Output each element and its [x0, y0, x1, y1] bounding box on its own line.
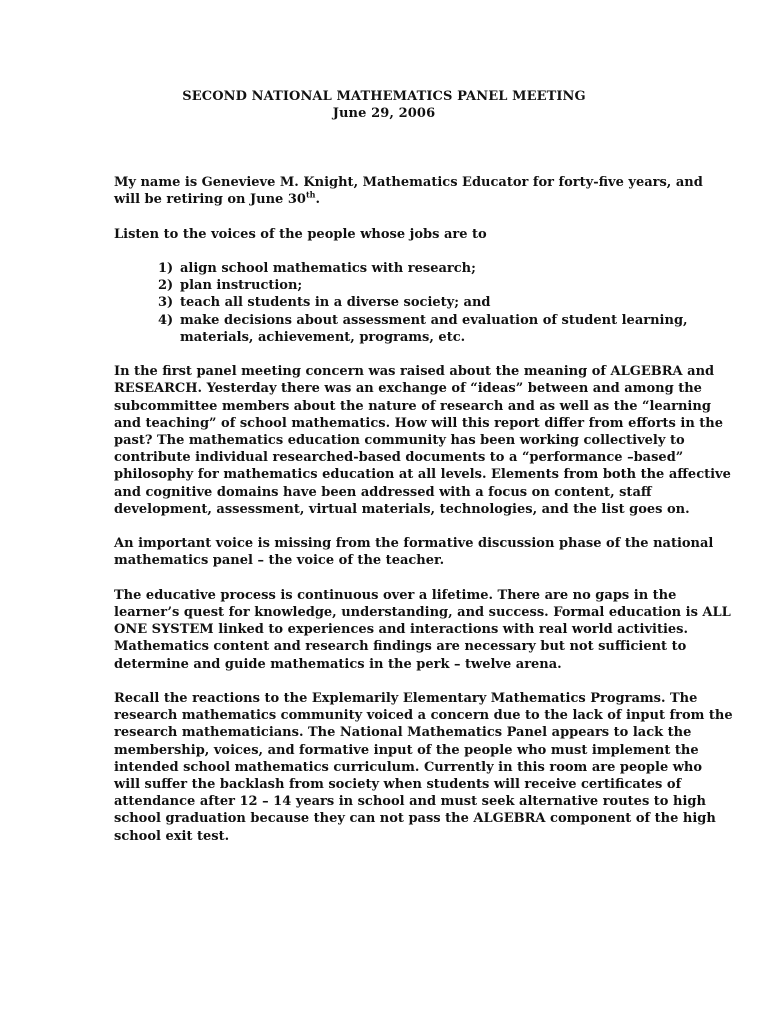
intro-paragraph	[114, 174, 703, 208]
intro-line-2	[114, 191, 670, 208]
listen-line: Listen to the voices of the people whose jobs are to	[114, 226, 487, 242]
document-header	[0, 88, 768, 122]
paragraph-recall-reactions	[114, 690, 733, 845]
intro-line-1: My name is Genevieve M. Knight, Mathematics Educator for forty-five years, and	[114, 175, 703, 190]
list-item	[114, 277, 670, 294]
list-item	[114, 294, 670, 311]
list-item-text: plan instruction;	[180, 278, 303, 294]
paragraph-line: research mathematicians. The National Mathematics Panel appears to lack the	[114, 725, 692, 741]
paragraph-line: Mathematics content and research findings are necessary but not sufficient to	[114, 639, 687, 655]
list-item-number: 1)	[158, 260, 174, 276]
paragraph-line: The educative process is continuous over a lifetime. There are no gaps in the	[114, 587, 677, 603]
paragraph-line: membership, voices, and formative input of the people who must implement the	[114, 742, 699, 758]
paragraph-line: research mathematics community voiced a concern due to the lack of input from the	[114, 708, 733, 724]
paragraph-line: In the first panel meeting concern was raised about the meaning of ALGEBRA and	[114, 364, 715, 380]
paragraph-line: past? The mathematics education community has been working collectively to	[114, 433, 685, 448]
intro-line-2-end: .	[315, 192, 320, 208]
paragraph-algebra-research	[114, 363, 731, 518]
list-item-number: 4)	[158, 312, 174, 328]
paragraph-line: and teaching” of school mathematics. How will this report differ from efforts in the	[114, 415, 724, 431]
document-body	[114, 174, 733, 862]
list-item	[114, 260, 670, 277]
paragraph-line: mathematics panel – the voice of the teacher.	[114, 553, 445, 569]
paragraph-line: contribute individual researched-based documents to a “performance –based”	[114, 450, 684, 466]
paragraph-line: will suffer the backlash from society when students will receive certificates of	[114, 777, 682, 793]
paragraph-missing-voice	[114, 535, 714, 569]
paragraph-line: school graduation because they can not pass the ALGEBRA component of the high	[114, 811, 716, 827]
paragraph-line: subcommittee members about the nature of research and as well as the “learning	[114, 398, 711, 414]
paragraph-line: development, assessment, virtual materials, technologies, and the list goes on.	[114, 501, 690, 517]
intro-line-2-text: will be retiring on June 30	[114, 192, 306, 208]
paragraph-line: philosophy for mathematics education at all levels. Elements from both the affective	[114, 467, 731, 483]
document-title: SECOND NATIONAL MATHEMATICS PANEL MEETING	[182, 89, 586, 104]
paragraph-educative-process	[114, 587, 731, 673]
list-item-text: make decisions about assessment and evaluation of student learning,	[180, 312, 688, 328]
paragraph-line: and cognitive domains have been addressed with a focus on content, staff	[114, 484, 652, 500]
list-item-text: teach all students in a diverse society; and	[180, 295, 491, 311]
intro-superscript: th	[305, 189, 316, 200]
paragraph-line: school exit test.	[114, 828, 230, 844]
paragraph-line: An important voice is missing from the formative discussion phase of the national	[114, 536, 714, 552]
paragraph-line: ONE SYSTEM linked to experiences and interactions with real world activities.	[114, 622, 689, 638]
paragraph-line: RESEARCH. Yesterday there was an exchange of “ideas” between and among the	[114, 381, 702, 397]
list-item-text: align school mathematics with research;	[180, 260, 476, 276]
jobs-list	[114, 260, 688, 346]
list-item-number: 2)	[158, 278, 174, 294]
paragraph-line: Recall the reactions to the Explemarily Elementary Mathematics Programs. The	[114, 691, 698, 706]
list-item-text: materials, achievement, programs, etc.	[180, 329, 466, 345]
document-date: June 29, 2006	[332, 106, 436, 121]
paragraph-line: learner’s quest for knowledge, understanding, and success. Formal education is ALL	[114, 605, 731, 620]
paragraph-line: intended school mathematics curriculum. Currently in this room are people who	[114, 759, 703, 775]
paragraph-line: attendance after 12 – 14 years in school and must seek alternative routes to high	[114, 794, 706, 810]
list-item	[114, 312, 688, 346]
paragraph-line: determine and guide mathematics in the perk – twelve arena.	[114, 656, 562, 672]
list-item-number: 3)	[158, 295, 174, 311]
listen-paragraph	[114, 226, 670, 243]
